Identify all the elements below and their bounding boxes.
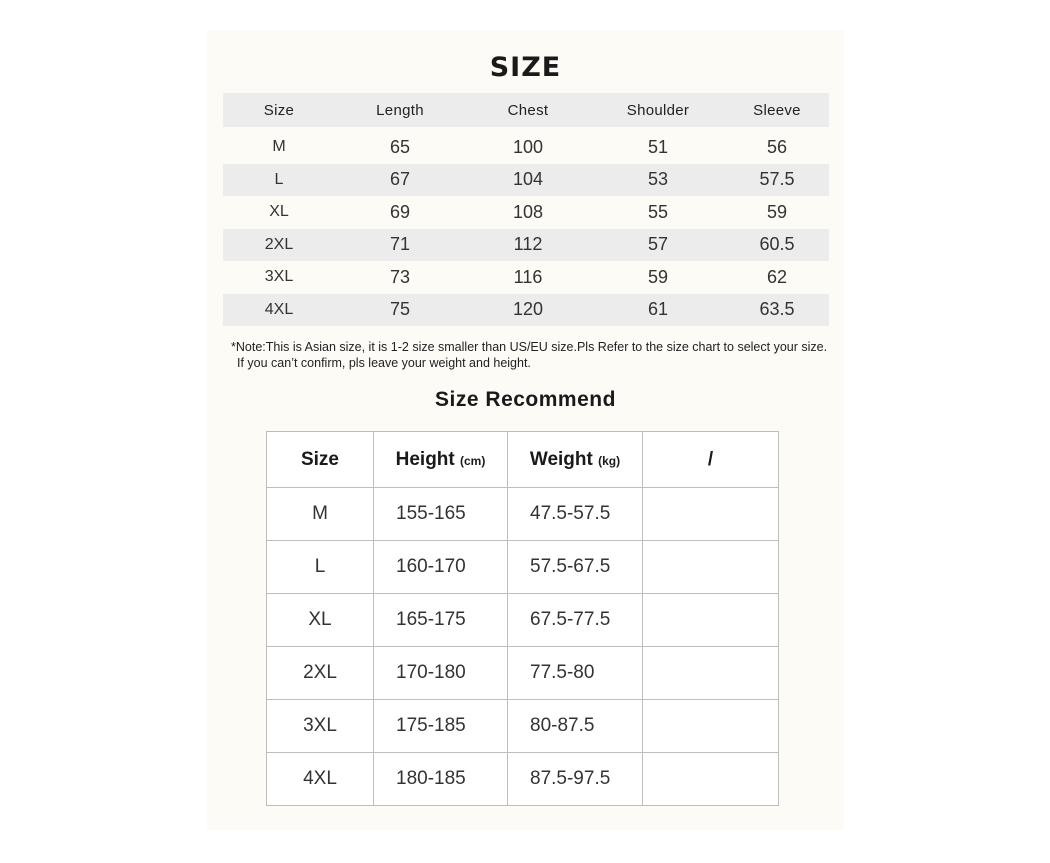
- table-row: [223, 294, 829, 327]
- table-row: [267, 700, 779, 753]
- rec-header-size: Size: [267, 432, 374, 488]
- cell-size: 4XL: [223, 294, 335, 327]
- cell-length: 69: [389, 201, 411, 222]
- table-row: [267, 594, 779, 647]
- cell-length: 71: [335, 229, 465, 262]
- rec-cell-weight: 67.5-77.5: [508, 594, 643, 647]
- size-table-header: [223, 93, 829, 127]
- cell-length: 73: [389, 266, 411, 287]
- cell-sleeve: 56: [766, 136, 788, 157]
- rec-header-weight-label: Weight: [529, 448, 593, 470]
- cell-sleeve: 57.5: [725, 164, 829, 197]
- rec-cell-extra: [643, 753, 779, 806]
- rec-header-height-unit: (cm): [460, 453, 486, 468]
- cell-length: 65: [389, 136, 411, 157]
- cell-length: 67: [335, 164, 465, 197]
- rec-cell-weight: 47.5-57.5: [508, 488, 643, 541]
- rec-cell-size: M: [267, 488, 374, 541]
- table-row: [223, 229, 829, 262]
- cell-size: 2XL: [223, 229, 335, 262]
- rec-cell-extra: [643, 488, 779, 541]
- header-shoulder: Shoulder: [591, 93, 725, 127]
- size-table: [223, 93, 829, 326]
- rec-header-height: [374, 432, 508, 488]
- cell-sleeve: 63.5: [725, 294, 829, 327]
- rec-cell-size: 2XL: [267, 647, 374, 700]
- table-row: [223, 131, 829, 164]
- rec-cell-size: XL: [267, 594, 374, 647]
- rec-cell-size: 3XL: [267, 700, 374, 753]
- cell-shoulder: 55: [647, 201, 669, 222]
- size-chart-title: SIZE: [489, 52, 562, 83]
- rec-cell-height: 155-165: [374, 488, 508, 541]
- table-row: [223, 164, 829, 197]
- cell-sleeve: 59: [766, 201, 788, 222]
- rec-cell-height: 160-170: [374, 541, 508, 594]
- rec-cell-size: 4XL: [267, 753, 374, 806]
- size-note-line1: *Note:This is Asian size, it is 1-2 size smaller than US/EU size.Pls Refer to the size chart to select your size.: [231, 340, 828, 354]
- size-note-line2: If you can’t confirm, pls leave your weight and height.: [237, 356, 531, 370]
- cell-size: 3XL: [264, 268, 294, 286]
- rec-cell-height: 180-185: [374, 753, 508, 806]
- size-note: [231, 339, 831, 371]
- cell-size: M: [272, 138, 286, 156]
- cell-length: 75: [335, 294, 465, 327]
- cell-sleeve: 60.5: [725, 229, 829, 262]
- rec-cell-weight: 87.5-97.5: [508, 753, 643, 806]
- rec-cell-height: 170-180: [374, 647, 508, 700]
- table-row: [267, 753, 779, 806]
- cell-chest: 116: [513, 266, 543, 287]
- rec-cell-weight: 80-87.5: [508, 700, 643, 753]
- cell-shoulder: 57: [591, 229, 725, 262]
- cell-chest: 104: [465, 164, 591, 197]
- rec-header-weight: [508, 432, 643, 488]
- table-row: [223, 196, 829, 229]
- cell-sleeve: 62: [766, 266, 788, 287]
- size-recommend-table: [266, 431, 779, 806]
- cell-size: XL: [269, 203, 289, 221]
- cell-chest: 108: [512, 201, 544, 222]
- rec-cell-weight: 77.5-80: [508, 647, 643, 700]
- cell-chest: 100: [512, 136, 544, 157]
- rec-cell-size: L: [267, 541, 374, 594]
- header-chest: Chest: [465, 93, 591, 127]
- table-row: [267, 541, 779, 594]
- recommend-header: [267, 432, 779, 488]
- table-row: [267, 647, 779, 700]
- cell-shoulder: 59: [647, 266, 669, 287]
- rec-cell-height: 175-185: [374, 700, 508, 753]
- cell-chest: 112: [465, 229, 591, 262]
- rec-cell-height: 165-175: [374, 594, 508, 647]
- rec-cell-extra: [643, 594, 779, 647]
- cell-shoulder: 51: [647, 136, 669, 157]
- size-recommend-title: Size Recommend: [435, 388, 616, 411]
- rec-cell-extra: [643, 700, 779, 753]
- rec-cell-extra: [643, 647, 779, 700]
- table-row: [223, 261, 829, 294]
- rec-cell-extra: [643, 541, 779, 594]
- cell-chest: 120: [465, 294, 591, 327]
- cell-shoulder: 61: [591, 294, 725, 327]
- size-chart-panel: [207, 30, 844, 830]
- cell-size: L: [223, 164, 335, 197]
- rec-header-weight-unit: (kg): [598, 453, 621, 468]
- header-length: Length: [335, 93, 465, 127]
- header-sleeve: Sleeve: [725, 93, 829, 127]
- cell-shoulder: 53: [591, 164, 725, 197]
- rec-cell-weight: 57.5-67.5: [508, 541, 643, 594]
- table-row: [267, 488, 779, 541]
- rec-header-height-label: Height: [395, 448, 455, 470]
- header-size: Size: [223, 93, 335, 127]
- rec-header-extra: /: [643, 432, 779, 488]
